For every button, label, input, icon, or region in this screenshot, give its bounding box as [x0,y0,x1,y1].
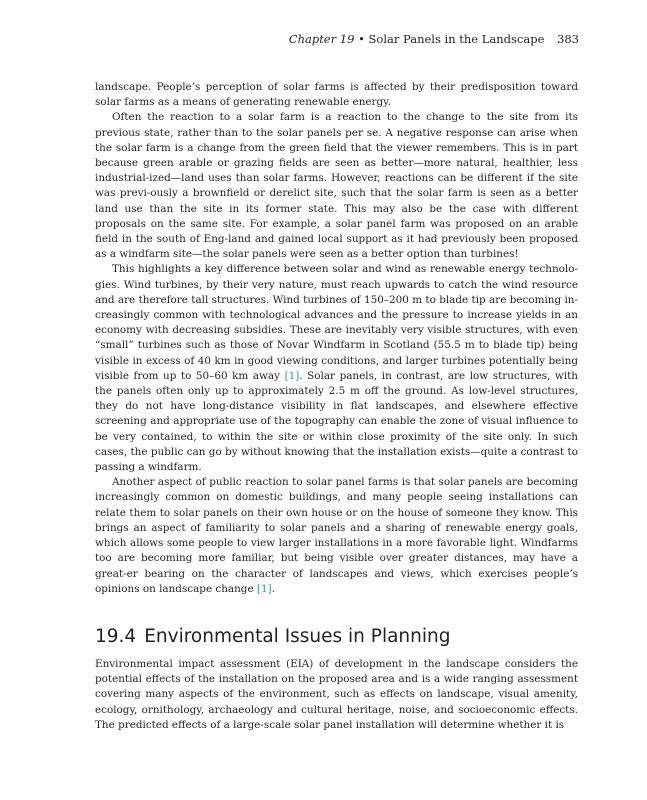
paragraph [95,80,578,110]
citation-link[interactable]: [1] [284,369,300,382]
paragraph-text: landscape. People’s perception of solar farms is affected by their predisposition toward solar farms as a means of generating renewable energy. [95,81,578,109]
paragraph-text: Often the reaction to a solar farm is a reaction to the change to the site from its previous state, rather than to the solar panels per se. A negative response can arise when the solar farm is a change from the green field that the viewer remembers. This is in part because green arable or grazing fields are seen as better—more natural, healthier, less industrial-ized—land uses than solar farms. However, reactions can be different if the site was previ-ously a brownfield or derelict site, such that the solar farm is seen as a better land use than the site in its former state. This may also be the case with different proposals on the same site. For example, a solar panel farm was proposed on an arable field in the south of Eng-land and gained local support as it had previously been proposed as a windfarm site—the solar panels were seen as a better option than turbines! [95,111,578,261]
citation-link[interactable]: [1] [256,582,272,595]
section-heading [95,626,578,647]
paragraph [95,110,578,262]
paragraph-text: . Solar panels, in contrast, are low structures, with the panels often only up to approximately 2.5 m off the ground. As low-level structures, they do not have long-distance visibility in flat landscapes, and elsewhere effective screening and appropriate use of the topography can enable the zone of visual influence to be very contained, to within the site or within close proximity of the site only. In such cases, the public can go by without knowing that the installation exists—quite a contrast to passing a windfarm. [95,369,578,474]
paragraph [95,475,578,597]
section-number: 19.4 [95,626,137,647]
page-number: 383 [557,32,579,46]
running-head-chapter: Chapter 19 [288,32,355,46]
running-head-separator: • [358,32,365,46]
paragraph-text: Another aspect of public reaction to solar panel farms is that solar panels are becoming increasingly common on domestic buildings, and many people seeing installations can relate them to solar panels on their own house or on the house of someone they know. This brings an aspect of familiarity to solar panels and a sharing of renewable energy goals, which allows some people to view larger installations in a more favorable light. Windfarms too are becoming more familiar, but being visible over greater distances, may have a great-er bearing on the character of landscapes and views, which exercises people’s opinions on landscape change [95,476,578,595]
paragraph-text: . [271,582,275,595]
running-head-title: Solar Panels in the Landscape [368,32,545,46]
section-paragraph: Environmental impact assessment (EIA) of development in the landscape considers the potential effects of the installation on the proposed area and is a wide ranging assessment covering many aspects of the environment, such as effects on landscape, visual amenity, ecology, ornithology, archaeology and cultural heritage, noise, and socioeconomic effects. The predicted effects of a large-scale solar panel installation will determine whether it is [95,658,578,731]
paragraph-text: This highlights a key difference between solar and wind as renewable energy technolo-gies. Wind turbines, by their very nature, must reach upwards to catch the wind resource and are therefore tall structures. Wind turbines of 150–200 m to blade tip are becoming in-creasingly common with technological advances and the pressure to increase yields in an economy with decreasing subsidies. These are inevitably very visible structures, with even “small” turbines such as those of Novar Windfarm in Scotland (55.5 m to blade tip) being visible in excess of 40 km in good viewing conditions, and larger turbines potentially being visible from up to 50–60 km away [95,263,578,382]
paragraph [95,262,578,475]
running-head [289,32,579,46]
body-text [95,80,578,597]
section-title: Environmental Issues in Planning [144,626,451,647]
